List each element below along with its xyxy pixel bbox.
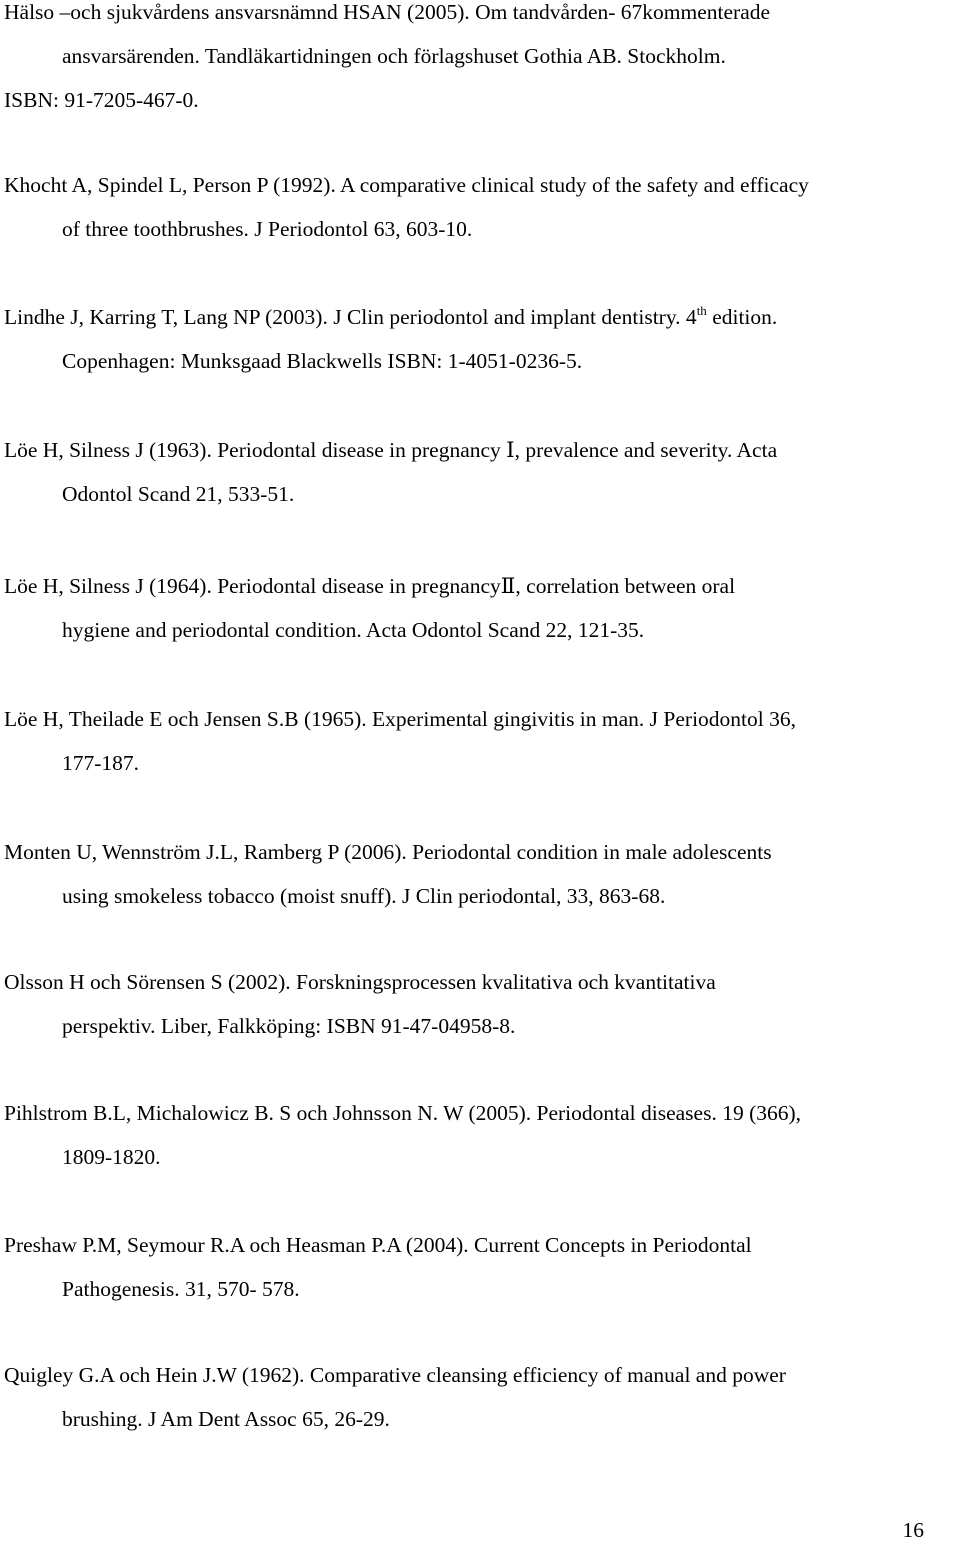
reference-line: Khocht A, Spindel L, Person P (1992). A comparative clinical study of the safety and efficacy xyxy=(4,173,809,197)
reference-line: ISBN: 91-7205-467-0. xyxy=(4,88,199,112)
reference-loe-1963 xyxy=(4,428,954,516)
reference-line: 177-187. xyxy=(62,751,140,775)
reference-line: Löe H, Silness J (1963). Periodontal disease in pregnancy Ⅰ, prevalence and severity. Acta xyxy=(4,438,778,462)
reference-loe-1965 xyxy=(4,697,954,785)
reference-line: Monten U, Wennström J.L, Ramberg P (2006). Periodontal condition in male adolescents xyxy=(4,840,772,864)
reference-quigley-1962 xyxy=(4,1353,954,1441)
reference-line xyxy=(4,295,954,339)
reference-text: edition. xyxy=(706,305,778,329)
reference-preshaw-2004 xyxy=(4,1223,954,1311)
reference-olsson-2002 xyxy=(4,960,954,1048)
reference-khocht-1992 xyxy=(4,163,954,251)
reference-line: Preshaw P.M, Seymour R.A och Heasman P.A (2004). Current Concepts in Periodontal xyxy=(4,1233,752,1257)
reference-line: Löe H, Silness J (1964). Periodontal disease in pregnancyⅡ, correlation between oral xyxy=(4,574,736,598)
reference-line: hygiene and periodontal condition. Acta Odontol Scand 22, 121-35. xyxy=(62,618,645,642)
reference-line: Olsson H och Sörensen S (2002). Forskningsprocessen kvalitativa och kvantitativa xyxy=(4,970,716,994)
reference-line: 1809-1820. xyxy=(62,1145,161,1169)
reference-line: brushing. J Am Dent Assoc 65, 26-29. xyxy=(62,1407,390,1431)
page-number: 16 xyxy=(902,1518,924,1542)
reference-line: perspektiv. Liber, Falkköping: ISBN 91-47-04958-8. xyxy=(62,1014,516,1038)
reference-pihlstrom-2005 xyxy=(4,1091,954,1179)
reference-monten-2006 xyxy=(4,830,954,918)
superscript: th xyxy=(696,303,707,318)
reference-line: Löe H, Theilade E och Jensen S.B (1965). Experimental gingivitis in man. J Periodontol 36, xyxy=(4,707,796,731)
reference-line: Copenhagen: Munksgaad Blackwells ISBN: 1-4051-0236-5. xyxy=(62,349,583,373)
reference-line: using smokeless tobacco (moist snuff). J Clin periodontal, 33, 863-68. xyxy=(62,884,666,908)
reference-line: Pathogenesis. 31, 570- 578. xyxy=(62,1277,300,1301)
reference-loe-1964 xyxy=(4,564,954,652)
reference-line: Quigley G.A och Hein J.W (1962). Comparative cleansing efficiency of manual and power xyxy=(4,1363,786,1387)
reference-hsan-2005 xyxy=(4,0,954,122)
reference-line: Odontol Scand 21, 533-51. xyxy=(62,482,295,506)
reference-lindhe-2003 xyxy=(4,295,954,383)
reference-line: of three toothbrushes. J Periodontol 63, 603-10. xyxy=(62,217,473,241)
reference-text: Lindhe J, Karring T, Lang NP (2003). J Clin periodontol and implant dentistry. 4 xyxy=(4,305,697,329)
reference-line: ansvarsärenden. Tandläkartidningen och förlagshuset Gothia AB. Stockholm. xyxy=(62,44,726,68)
reference-line: Pihlstrom B.L, Michalowicz B. S och Johnsson N. W (2005). Periodontal diseases. 19 (366), xyxy=(4,1101,802,1125)
reference-line: Hälso –och sjukvårdens ansvarsnämnd HSAN (2005). Om tandvården- 67kommenterade xyxy=(4,0,771,24)
